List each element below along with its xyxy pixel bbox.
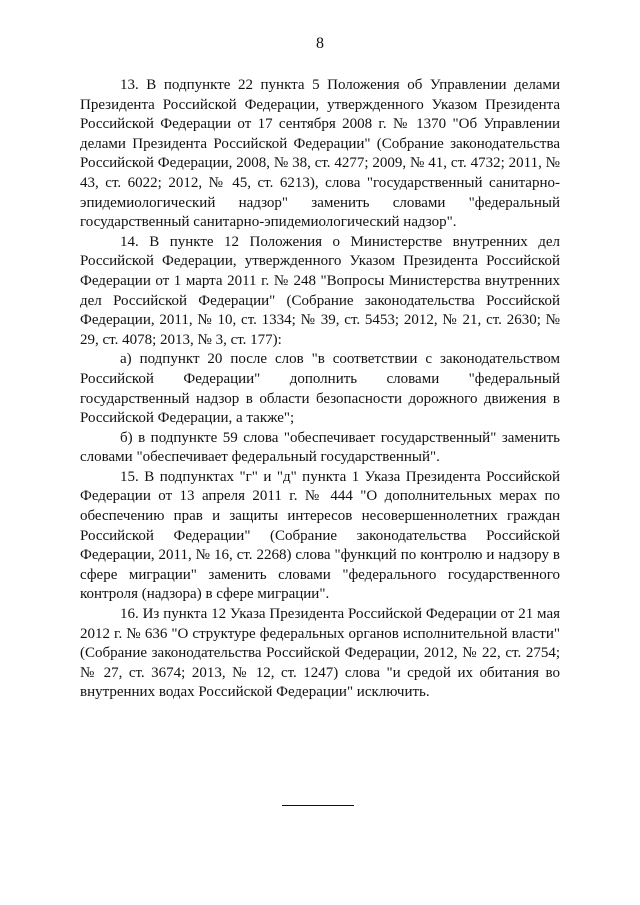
paragraph-14-subitem-a: а) подпункт 20 после слов "в соответствии с законодательством Российской Федерации" дополнить словами "федеральный государственный надзор в области безопасности дорожного движения в Российской Федерации, а также"; [80, 351, 560, 427]
closing-divider-line [282, 805, 354, 806]
paragraph-16: 16. Из пункта 12 Указа Президента Российской Федерации от 21 мая 2012 г. № 636 "О структуре федеральных органов исполнительной власти" (Собрание законодательства Российской Федерации, 2012, № 22, ст. 2754; № 27, ст. 3674; 2013, № 12, ст. 1247) слова "и средой их обитания во внутренних водах Российской Федерации" исключить. [80, 606, 560, 701]
paragraph-14-subitem-b: б) в подпункте 59 слова "обеспечивает государственный" заменить словами "обеспечивает федеральный государственный". [80, 429, 560, 466]
paragraph-15: 15. В подпунктах "г" и "д" пункта 1 Указа Президента Российской Федерации от 13 апреля 2011 г. № 444 "О дополнительных мерах по обеспечению прав и защиты интересов несовершеннолетних граждан Российской Федерации" (Собрание законодательства Российской Федерации, 2011, № 16, ст. 2268) слова "функций по контролю и надзору в сфере миграции" заменить словами "федерального государственного контроля (надзора) в сфере миграции". [80, 468, 560, 603]
page-number: 8 [316, 35, 324, 52]
paragraph-14: 14. В пункте 12 Положения о Министерстве внутренних дел Российской Федерации, утвержденного Указом Президента Российской Федерации от 1 марта 2011 г. № 248 "Вопросы Министерства внутренних дел Российской Федерации" (Собрание законодательства Российской Федерации, 2011, № 10, ст. 1334; № 39, ст. 5453; 2012, № 21, ст. 2630; № 29, ст. 4078; 2013, № 3, ст. 177): [80, 233, 560, 348]
document-body [80, 76, 560, 703]
paragraph-13: 13. В подпункте 22 пункта 5 Положения об Управлении делами Президента Российской Федерации, утвержденного Указом Президента Российской Федерации от 17 сентября 2008 г. № 1370 "Об Управлении делами Президента Российской Федерации" (Собрание законодательства Российской Федерации, 2008, № 38, ст. 4277; 2009, № 41, ст. 4732; 2011, № 43, ст. 6022; 2012, № 45, ст. 6213), слова "государственный санитарно-эпидемиологический надзор" заменить словами "федеральный государственный санитарно-эпидемиологический надзор". [80, 77, 560, 231]
